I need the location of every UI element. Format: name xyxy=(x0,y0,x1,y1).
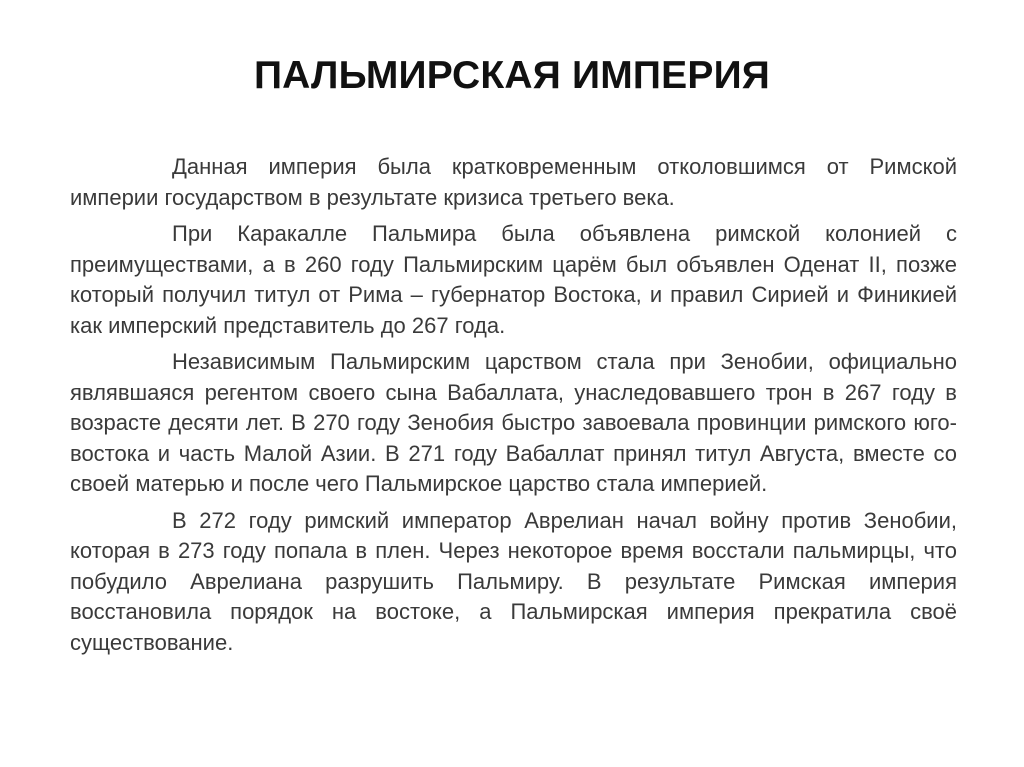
paragraph-1: Данная империя была кратковременным отколовшимся от Римской империи государством в результате кризиса третьего века. xyxy=(70,154,957,210)
paragraph-3: Независимым Пальмирским царством стала при Зенобии, официально являвшаяся регентом своего сына Вабаллата, унаследовавшего трон в 267 году в возрасте десяти лет. В 270 году Зенобия быстро завоевала провинции римского юго-востока и часть Малой Азии. В 271 году Вабаллат принял титул Августа, вместе со своей матерью и после чего Пальмирское царство стала империей. xyxy=(70,349,957,496)
slide-body xyxy=(70,152,957,664)
slide-title: ПАЛЬМИРСКАЯ ИМПЕРИЯ xyxy=(253,54,771,97)
paragraph-2: При Каракалле Пальмира была объявлена римской колонией с преимуществами, а в 260 году Пальмирским царём был объявлен Оденат II, позже который получил титул от Рима – губернатор Востока, и правил Сирией и Финикией как имперский представитель до 267 года. xyxy=(70,221,957,338)
paragraph-4: В 272 году римский император Аврелиан начал войну против Зенобии, которая в 273 году попала в плен. Через некоторое время восстали пальмирцы, что побудило Аврелиана разрушить Пальмиру. В результате Римская империя восстановила порядок на востоке, а Пальмирская империя прекратила своё существование. xyxy=(70,507,957,655)
